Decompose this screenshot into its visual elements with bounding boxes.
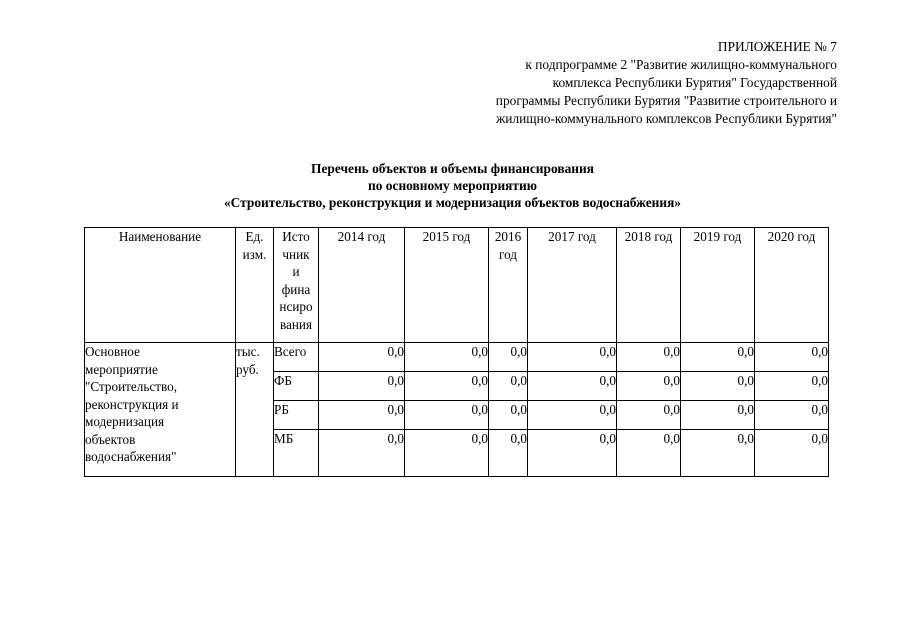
value-cell: 0,0 xyxy=(528,343,617,372)
source-cell: МБ xyxy=(274,430,319,477)
appendix-block xyxy=(496,38,837,128)
header-source-line: нсиро xyxy=(279,299,313,314)
value-cell: 0,0 xyxy=(319,343,405,372)
activity-name-line: модернизация xyxy=(85,414,165,429)
value-cell: 0,0 xyxy=(617,401,681,430)
header-2020: 2020 год xyxy=(755,228,829,343)
value-cell: 0,0 xyxy=(755,430,829,477)
unit-line: тыс. xyxy=(236,344,260,359)
header-2015: 2015 год xyxy=(405,228,489,343)
activity-name-line: объектов xyxy=(85,431,136,447)
appendix-line: жилищно-коммунального комплексов Республики Бурятия" xyxy=(496,111,837,126)
value-cell: 0,0 xyxy=(489,430,528,477)
activity-name-line: Основное xyxy=(85,344,140,359)
header-source-line: вания xyxy=(279,316,313,332)
activity-name-line: водоснабжения" xyxy=(85,449,177,464)
activity-name-line: мероприятие xyxy=(85,361,158,377)
value-cell: 0,0 xyxy=(755,401,829,430)
header-2016 xyxy=(489,228,528,343)
activity-name-line: реконструкция и xyxy=(85,396,179,412)
header-2014: 2014 год xyxy=(319,228,405,343)
value-cell: 0,0 xyxy=(489,372,528,401)
header-source-line: и xyxy=(292,264,300,279)
header-source xyxy=(274,228,319,343)
table-row xyxy=(85,343,829,372)
heading-line: Перечень объектов и объемы финансирования xyxy=(311,161,594,176)
appendix-line: к подпрограмме 2 "Развитие жилищно-коммунального xyxy=(525,57,837,72)
header-unit-line: Ед. xyxy=(245,229,264,244)
value-cell: 0,0 xyxy=(755,343,829,372)
heading-line: «Строительство, реконструкция и модернизация объектов водоснабжения» xyxy=(223,195,682,210)
value-cell: 0,0 xyxy=(489,343,528,372)
value-cell: 0,0 xyxy=(405,372,489,401)
header-2019: 2019 год xyxy=(681,228,755,343)
value-cell: 0,0 xyxy=(528,401,617,430)
value-cell: 0,0 xyxy=(319,401,405,430)
value-cell: 0,0 xyxy=(528,430,617,477)
value-cell: 0,0 xyxy=(405,401,489,430)
header-2018: 2018 год xyxy=(617,228,681,343)
header-2016-line: год xyxy=(498,246,517,262)
header-name: Наименование xyxy=(85,228,236,343)
header-2016-line: 2016 xyxy=(494,229,522,244)
header-2017: 2017 год xyxy=(528,228,617,343)
value-cell: 0,0 xyxy=(405,343,489,372)
value-cell: 0,0 xyxy=(755,372,829,401)
unit-cell xyxy=(236,343,274,477)
header-source-line: чник xyxy=(282,246,310,262)
unit-line: руб. xyxy=(236,361,259,377)
source-cell: РБ xyxy=(274,401,319,430)
header-source-line: фина xyxy=(281,281,311,297)
value-cell: 0,0 xyxy=(681,401,755,430)
financing-table xyxy=(84,227,829,477)
value-cell: 0,0 xyxy=(681,430,755,477)
value-cell: 0,0 xyxy=(319,372,405,401)
activity-name-line: "Строительство, xyxy=(85,379,178,394)
activity-name xyxy=(85,343,236,477)
header-source-line: Исто xyxy=(282,229,310,244)
value-cell: 0,0 xyxy=(319,430,405,477)
value-cell: 0,0 xyxy=(489,401,528,430)
header-unit xyxy=(236,228,274,343)
value-cell: 0,0 xyxy=(528,372,617,401)
value-cell: 0,0 xyxy=(405,430,489,477)
header-unit-line: изм. xyxy=(242,246,267,262)
value-cell: 0,0 xyxy=(681,372,755,401)
source-cell: ФБ xyxy=(274,372,319,401)
source-cell: Всего xyxy=(274,343,319,372)
value-cell: 0,0 xyxy=(617,343,681,372)
value-cell: 0,0 xyxy=(617,372,681,401)
appendix-line: комплекса Республики Бурятия" Государственной xyxy=(552,75,837,90)
value-cell: 0,0 xyxy=(617,430,681,477)
appendix-title: ПРИЛОЖЕНИЕ № 7 xyxy=(717,39,837,54)
heading-line: по основному мероприятию xyxy=(368,178,537,193)
appendix-line: программы Республики Бурятия "Развитие строительного и xyxy=(495,93,837,108)
document-heading xyxy=(0,160,905,211)
value-cell: 0,0 xyxy=(681,343,755,372)
table-header-row xyxy=(85,228,829,343)
